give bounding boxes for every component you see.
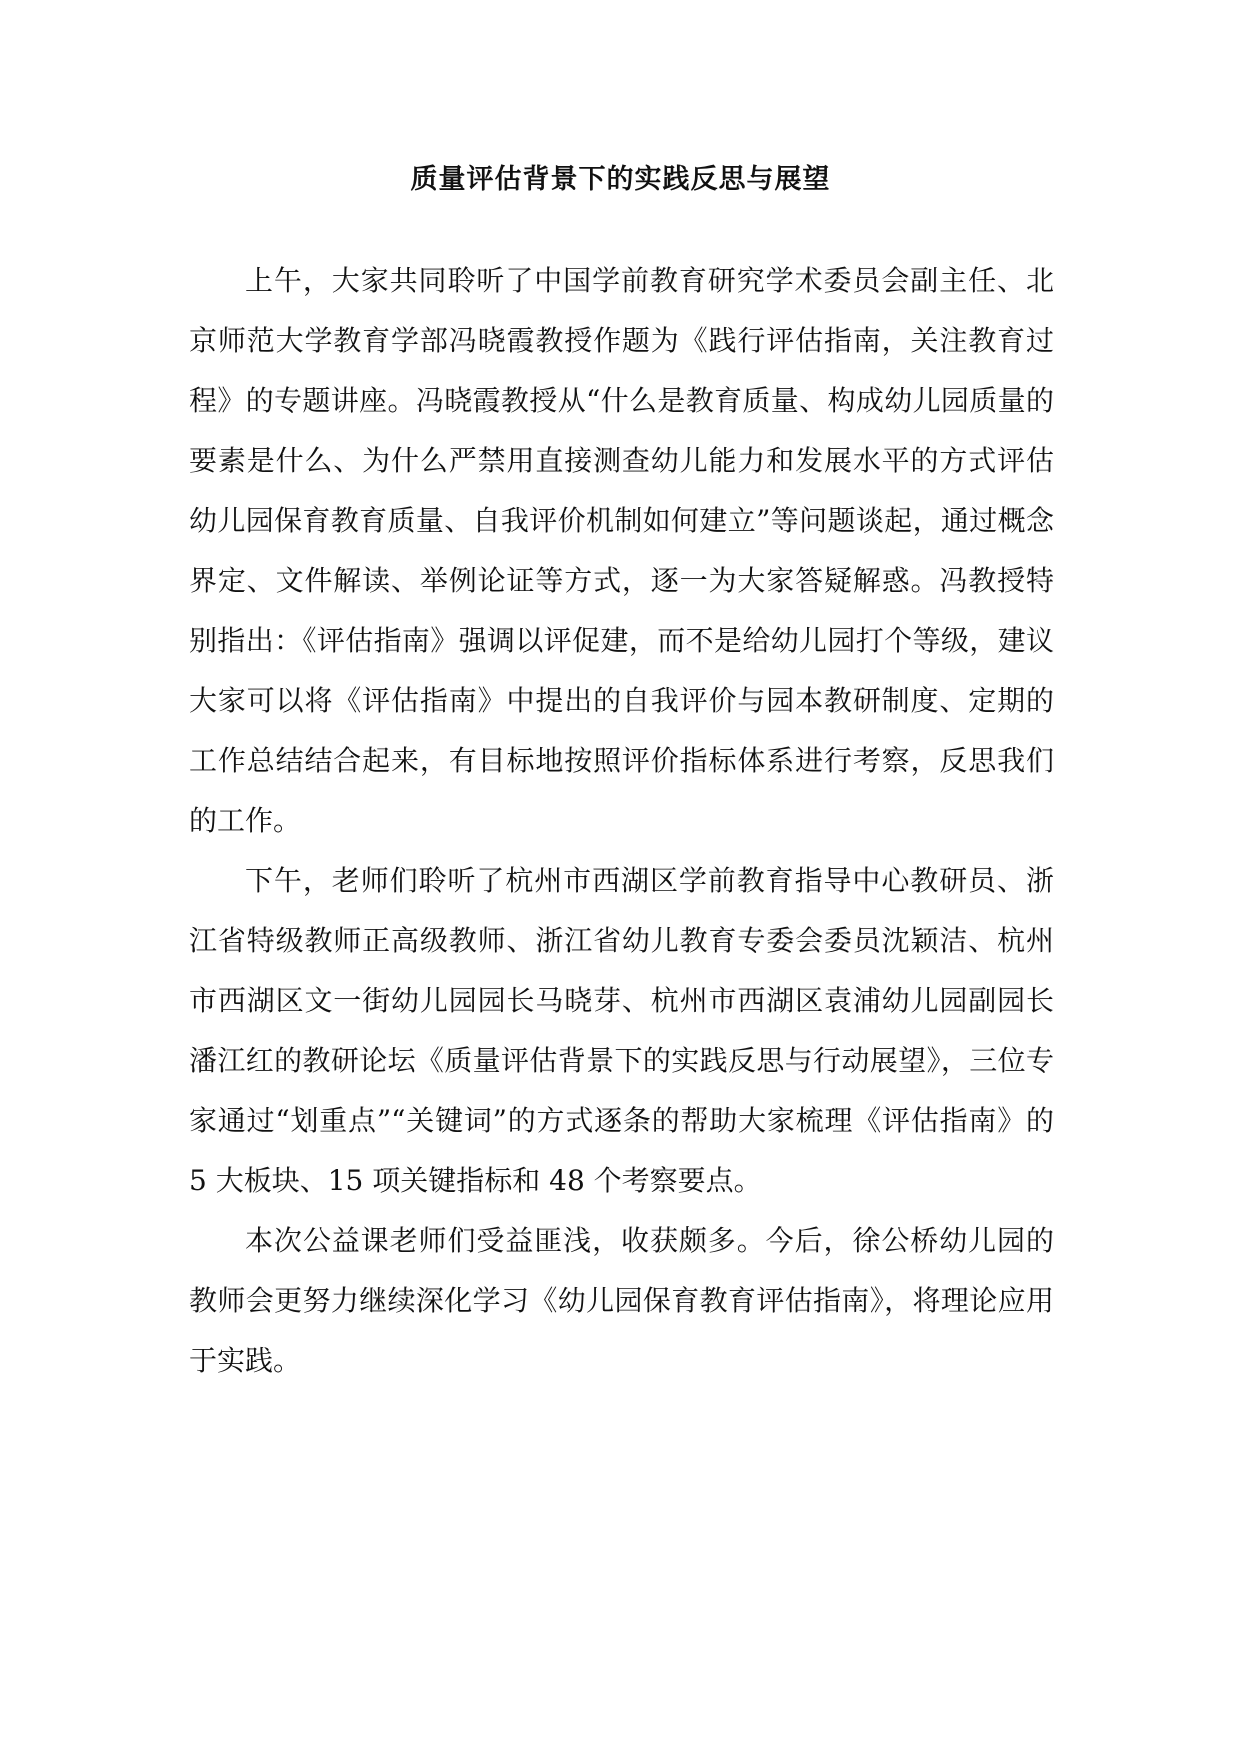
document-title: 质量评估背景下的实践反思与展望 <box>410 164 831 195</box>
paragraph-conclusion: 本次公益课老师们受益匪浅，收获颇多。今后，徐公桥幼儿园的教师会更努力继续深化学习《幼儿园保育教育评估指南》，将理论应用于实践。 <box>189 1224 1054 1377</box>
paragraph-afternoon-forum: 下午，老师们聆听了杭州市西湖区学前教育指导中心教研员、浙江省特级教师正高级教师、浙江省幼儿教育专委会委员沈颖洁、杭州市西湖区文一街幼儿园园长马晓芽、杭州市西湖区袁浦幼儿园副园长潘江红的教研论坛《质量评估背景下的实践反思与行动展望》，三位专家通过“划重点”“关键词”的方式逐条的帮助大家梳理《评估指南》的 5 大板块、15 项关键指标和 48 个考察要点。 <box>189 864 1054 1197</box>
paragraph-morning-lecture: 上午，大家共同聆听了中国学前教育研究学术委员会副主任、北京师范大学教育学部冯晓霞教授作题为《践行评估指南，关注教育过程》的专题讲座。冯晓霞教授从“什么是教育质量、构成幼儿园质量的要素是什么、为什么严禁用直接测查幼儿能力和发展水平的方式评估幼儿园保育教育质量、自我评价机制如何建立”等问题谈起，通过概念界定、文件解读、举例论证等方式，逐一为大家答疑解惑。冯教授特别指出：《评估指南》强调以评促建，而不是给幼儿园打个等级，建议大家可以将《评估指南》中提出的自我评价与园本教研制度、定期的工作总结结合起来，有目标地按照评价指标体系进行考察，反思我们的工作。 <box>189 264 1054 837</box>
document-body <box>189 251 1054 1391</box>
